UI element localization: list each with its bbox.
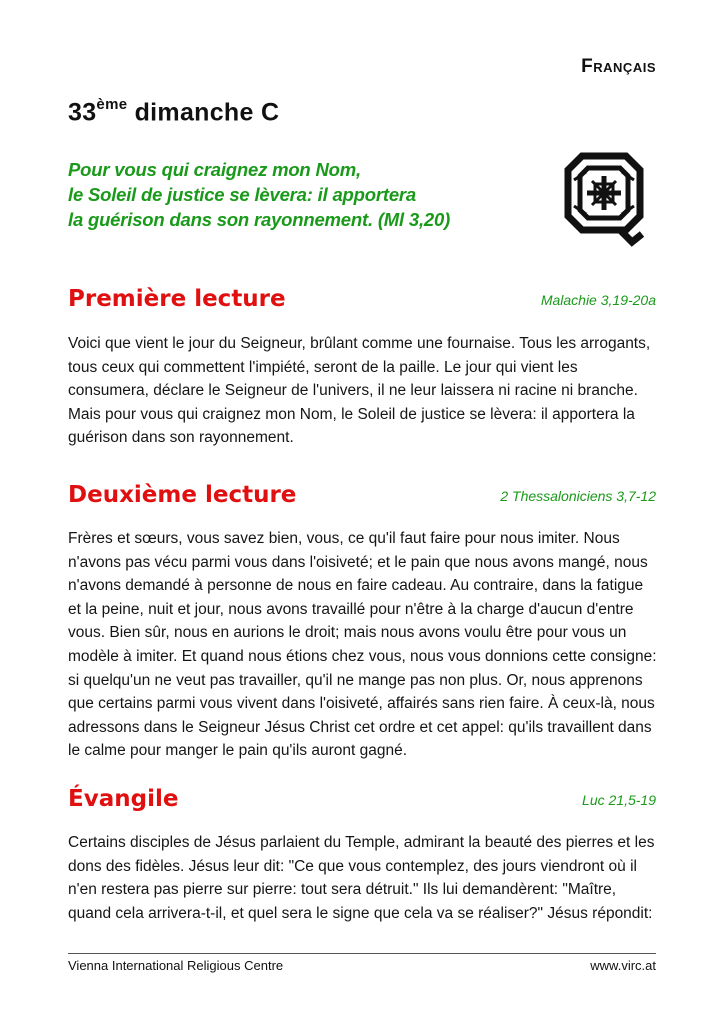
motto-quote: [68, 157, 528, 232]
motto-line: la guérison dans son rayonnement. (Ml 3,20): [68, 209, 451, 230]
text-line: n'en restera pas pierre sur pierre: tout sera détruit." Ils lui demandèrent: "Maître,: [68, 881, 617, 899]
section-header-deuxieme-lecture: [68, 482, 656, 512]
section-title: Deuxième lecture: [68, 482, 297, 508]
text-line: Mais pour vous qui craignez mon Nom, le Soleil de justice se lèvera: il apportera la: [68, 405, 635, 423]
text-line: modèle à imiter. Et quand nous étions chez vous, nous vous donnions cette consigne:: [68, 647, 657, 665]
text-line: Frères et sœurs, vous savez bien, vous, ce qu'il faut faire pour nous imiter. Nous: [68, 530, 620, 547]
footer-organization: Vienna International Religious Centre: [68, 958, 284, 973]
section-title: Première lecture: [68, 286, 286, 312]
section-reference: 2 Thessaloniciens 3,7-12: [500, 488, 656, 504]
text-line: et la peine, nuit et jour, nous avons travaillé pour n'être à la charge d'aucun d'entre: [68, 600, 634, 618]
title-superscript: ème: [96, 96, 128, 113]
virc-logo-icon: [562, 150, 646, 248]
text-line: si quelqu'un ne veut pas travailler, qu'il ne mange pas non plus. Or, nous apprenons: [68, 671, 643, 689]
section-body-deuxieme-lecture: [68, 527, 658, 763]
text-line: n'avons demandé à personne de nous en faire cadeau. Au contraire, dans la fatigue: [68, 577, 644, 595]
text-line: tous ceux qui commettent l'impiété, seront de la paille. Le jour qui vient les: [68, 358, 578, 376]
language-label: Français: [581, 56, 656, 77]
section-reference: Malachie 3,19-20a: [540, 292, 656, 308]
title-rest: dimanche C: [134, 98, 280, 127]
title-number: 33: [68, 98, 97, 127]
text-line: adressons dans le Seigneur Jésus Christ cet ordre et cet appel: qu'ils travaillent dans: [68, 718, 652, 736]
section-body-evangile: [68, 831, 658, 925]
section-header-premiere-lecture: [68, 286, 656, 316]
text-line: quand cela arrivera-t-il, et quel sera le signe que cela va se réaliser?" Jésus répondit:: [68, 904, 653, 922]
motto-line: Pour vous qui craignez mon Nom,: [68, 159, 361, 180]
text-line: dons des fidèles. Jésus leur dit: "Ce que vous contemplez, des jours viendront où il: [68, 857, 637, 875]
footer-website-link[interactable]: www.virc.at: [590, 958, 656, 973]
text-line: consumera, déclare le Seigneur de l'univers, il ne leur laissera ni racine ni branche.: [68, 382, 638, 400]
text-line: Voici que vient le jour du Seigneur, brûlant comme une fournaise. Tous les arrogants,: [68, 335, 651, 352]
text-line: Certains disciples de Jésus parlaient du Temple, admirant la beauté des pierres et les: [68, 834, 655, 851]
section-header-evangile: [68, 786, 656, 816]
text-line: le calme pour manger le pain qu'ils auront gagné.: [68, 742, 408, 760]
text-line: guérison dans son rayonnement.: [68, 429, 294, 447]
text-line: que certains parmi vous vivent dans l'oisiveté, affairés sans rien faire. À ceux-là, nous: [68, 695, 655, 713]
footer-divider: [68, 953, 656, 954]
section-title: Évangile: [68, 786, 179, 812]
motto-line: le Soleil de justice se lèvera: il apportera: [68, 184, 416, 205]
section-body-premiere-lecture: [68, 332, 658, 450]
text-line: n'avons pas vécu parmi vous dans l'oisiveté; et le pain que nous avons mangé, nous: [68, 553, 648, 571]
page-title: [68, 98, 279, 127]
section-reference: Luc 21,5-19: [582, 792, 656, 808]
text-line: vous. Bien sûr, nous en aurions le droit; mais nous avons voulu être pour vous un: [68, 624, 627, 642]
